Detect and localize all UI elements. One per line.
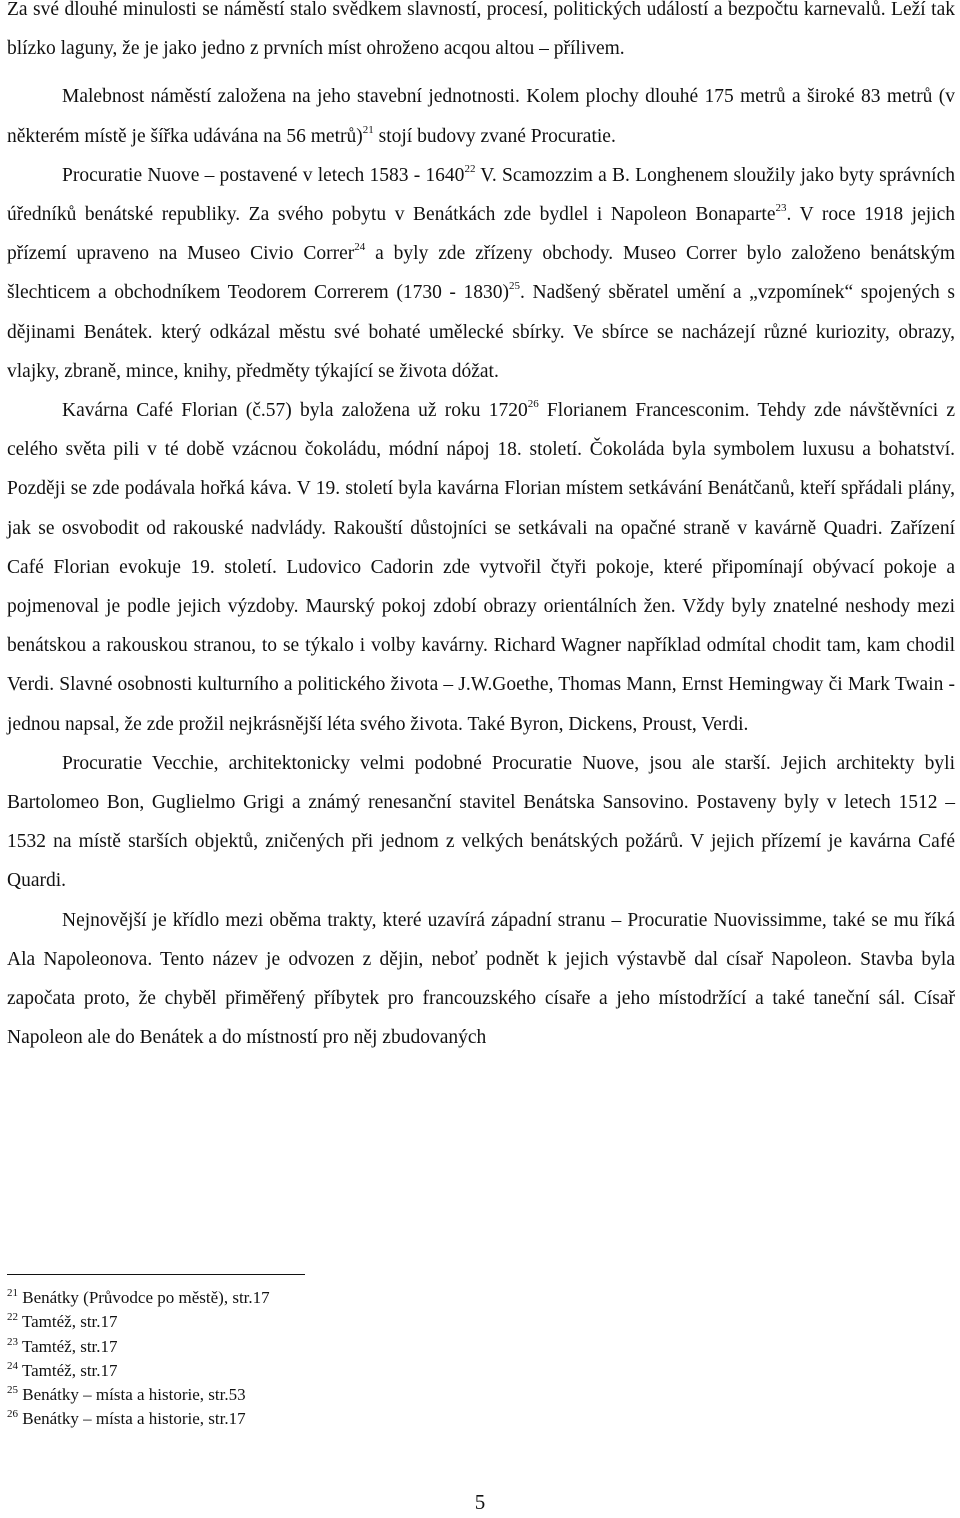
footnote-item	[7, 1407, 270, 1431]
text-run: . V roce 1918 jejich přízemí upraveno na Museo Civio Correr	[7, 204, 955, 265]
footnote-ref: 26	[527, 398, 539, 411]
footnote-text: Tamtéž, str.17	[18, 1312, 118, 1332]
footnote-ref: 21	[362, 123, 374, 136]
paragraph-p1	[7, 0, 955, 68]
body-text	[7, 0, 955, 1057]
footnote-number: 22	[7, 1311, 18, 1324]
footnote-text: Benátky (Průvodce po městě), str.17	[18, 1288, 270, 1307]
paragraph-p3	[7, 156, 955, 391]
paragraph-p5	[7, 744, 955, 901]
text-run: Kavárna Café Florian (č.57) byla založena už roku 1720	[62, 400, 528, 422]
footnote-number: 24	[7, 1359, 18, 1372]
text-run: Procuratie Nuove – postavené v letech 1583 - 1640	[62, 164, 465, 186]
text-run: stojí budovy zvané Procuratie.	[373, 125, 616, 147]
paragraph-p6	[7, 901, 955, 1058]
text-run: Nejnovější je křídlo mezi oběma trakty, které uzavírá západní stranu – Procuratie Nuovissimme, také se mu říká Ala Napoleonova. Tento název je odvozen z dějin, neboť podnět k jejich výstavbě dal císař Napoleon. Stavba byla započata proto, že chyběl přiměřený příbytek pro francouzského císaře a jeho místodržící a také taneční sál. Císař Napoleon ale do Benátek a do místností pro něj zbudovaných	[7, 909, 955, 1049]
text-run: a byly zde zřízeny obchody. Museo Correr bylo založeno benátským šlechticem a obchodníkem Teodorem Correrem (1730 - 1830)	[7, 243, 955, 304]
footnote-text: Tamtéž, str.17	[18, 1336, 118, 1356]
footnote-number: 26	[7, 1408, 18, 1421]
footnote-number: 21	[7, 1287, 18, 1299]
footnote-item	[7, 1286, 270, 1310]
text-run: Malebnost náměstí založena na jeho stavební jednotnosti. Kolem plochy dlouhé 175 metrů a široké 83 metrů (v některém místě je šířka udávána na 56 metrů)	[7, 86, 955, 147]
footnote-item	[7, 1359, 270, 1383]
text-run: Procuratie Vecchie, architektonicky velmi podobné Procuratie Nuove, jsou ale starší. Jejich architekty byli Bartolomeo Bon, Guglielmo Grigi a známý renesanční stavitel Benátska Sansovino. Postaveny byly v letech 1512 – 1532 na místě starších objektů, zničených při jednom z velkých benátských požárů. V jejich přízemí je kavárna Café Quardi.	[7, 752, 955, 892]
footnote-ref: 25	[509, 280, 521, 293]
footnote-ref: 24	[354, 241, 366, 254]
footnote-number: 23	[7, 1335, 18, 1348]
footnote-text: Tamtéž, str.17	[18, 1360, 118, 1380]
text-run: Za své dlouhé minulosti se náměstí stalo svědkem slavností, procesí, politických událostí a bezpočtu karnevalů. Leží tak blízko laguny, že je jako jedno z prvních míst ohroženo acqou altou – přílivem.	[7, 0, 955, 60]
paragraph-p2	[7, 77, 955, 155]
footnote-separator	[7, 1274, 305, 1275]
text-run: Florianem Francesconim. Tehdy zde návštěvníci z celého světa pili v té době vzácnou čokoládu, módní nápoj 18. století. Čokoláda byla symbolem luxusu a bohatství. Později se zde podávala hořká káva. V 19. století byla kavárna Florian místem setkávání Benátčanů, kteří spřádali plány, jak se osvobodit od rakouské nadvlády. Rakouští důstojníci se setkávali na opačné straně v kavárně Quadri. Zařízení Café Florian evokuje 19. století. Ludovico Cadorin zde vytvořil čtyři pokoje, které připomínají obývací pokoje a pojmenoval je podle jejich výzdoby. Maurský pokoj zdobí obrazy orientálních žen. Vždy byly znatelné neshody mezi benátskou a rakouskou stranou, to se týkalo i volby kavárny. Richard Wagner například odmítal chodit tam, kam chodil Verdi. Slavné osobnosti kulturního a politického života – J.W.Goethe, Thomas Mann, Ernst Hemingway či Mark Twain - jednou napsal, že zde prožil nejkrásnější léta svého života. Také Byron, Dickens, Proust, Verdi.	[7, 400, 955, 735]
footnote-ref: 23	[775, 202, 787, 215]
text-run: . Nadšený sběratel umění a „vzpomínek“ spojených s dějinami Benátek. který odkázal městu své bohaté umělecké sbírky. Ve sbírce se nacházejí různé kuriozity, obrazy, vlajky, zbraně, mince, knihy, předměty týkající se života dóžat.	[7, 282, 956, 382]
footnote-text: Benátky – místa a historie, str.17	[18, 1409, 246, 1429]
paragraph-p4	[7, 391, 955, 744]
footnote-item	[7, 1335, 270, 1359]
page-number: 5	[474, 1490, 486, 1514]
footnotes	[7, 1286, 270, 1432]
footnote-number: 25	[7, 1384, 18, 1397]
footnote-text: Benátky – místa a historie, str.53	[18, 1385, 246, 1405]
footnote-item	[7, 1383, 270, 1407]
footnote-item	[7, 1310, 270, 1334]
text-run: V. Scamozzim a B. Longhenem sloužily jako byty správních úředníků benátské republiky. Za svého pobytu v Benátkách zde bydlel i Napoleon Bonaparte	[7, 164, 955, 226]
footnote-ref: 22	[464, 162, 476, 175]
